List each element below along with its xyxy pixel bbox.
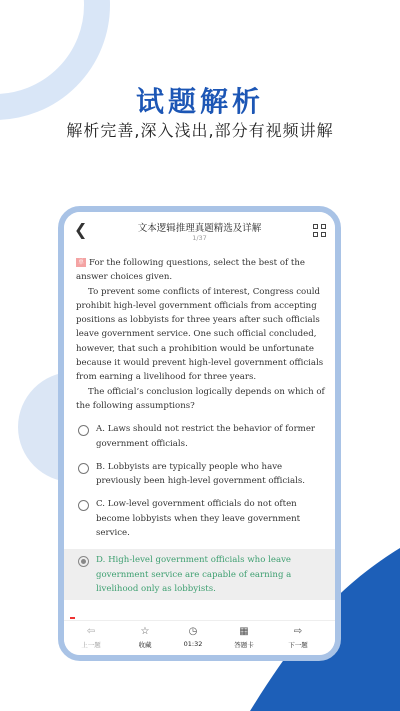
option-d-text: High-level government officials who leave government service are capable of earning a livelihood only as lobbyists. [96, 555, 292, 594]
option-d-selected[interactable] [64, 549, 335, 600]
radio-d-selected[interactable] [78, 556, 89, 567]
question-prompt: The official’s conclusion logically depends on which of the following assumptions? [76, 386, 325, 411]
question-counter: 1/37 [192, 234, 207, 242]
answer-card-icon: ▦ [239, 626, 249, 637]
option-a-text: Laws should not restrict the behavior of former government officials. [96, 424, 316, 449]
promo-title: 试题解析 [135, 85, 264, 118]
prev-button[interactable]: ⇦ 上一题 [68, 626, 114, 649]
option-b[interactable] [76, 460, 325, 489]
favorite-button[interactable]: ☆ 收藏 [122, 626, 168, 649]
radio-c[interactable] [78, 500, 89, 511]
option-c[interactable] [76, 497, 325, 540]
option-c-text: Low-level government officials do not often become lobbyists when they leave government service. [96, 499, 301, 539]
next-button[interactable]: ⇨ 下一题 [275, 626, 321, 649]
top-bar [64, 212, 335, 250]
bottom-toolbar [64, 620, 335, 655]
phone-frame [58, 206, 341, 661]
instruction-text [76, 256, 325, 285]
option-d-letter: D. [96, 555, 106, 566]
timer-display: ◷ 01:32 [170, 626, 216, 648]
option-b-text: Lobbyists are typically people who have previously been high-level government officials. [96, 461, 305, 487]
question-content [64, 250, 335, 630]
instruction-text-body: For the following questions, select the best of the answer choices given. [76, 258, 306, 283]
star-icon: ☆ [140, 626, 150, 637]
question-type-tag: 单 [77, 259, 84, 266]
option-a-letter: A. [96, 424, 105, 435]
arrow-left-icon: ⇦ [86, 626, 96, 637]
promo-subtitle: 解析完善,深入浅出,部分有视频讲解 [66, 121, 334, 140]
back-icon[interactable]: ❮ [74, 220, 88, 239]
option-c-letter: C. [96, 499, 106, 510]
arrow-right-icon: ⇨ [293, 626, 303, 637]
progress-mark [70, 617, 75, 619]
answer-card-button[interactable]: ▦ 答题卡 [221, 626, 267, 649]
page-title: 文本逻辑推理真题精选及详解 [137, 223, 262, 234]
passage-text: To prevent some conflicts of interest, Congress could prohibit high-level government officials from accepting positions as lobbyists for three years after such officials leave government service. One such official concluded, however, that such a prohibition would be unfortunate because it would prevent high-level government officials from earning a livelihood for three years. [76, 286, 324, 383]
option-b-letter: B. [96, 461, 106, 472]
grid-menu-icon[interactable] [313, 224, 327, 238]
option-a[interactable] [76, 422, 325, 451]
radio-a[interactable] [78, 425, 89, 436]
clock-icon: ◷ [188, 626, 198, 637]
radio-b[interactable] [78, 463, 89, 474]
